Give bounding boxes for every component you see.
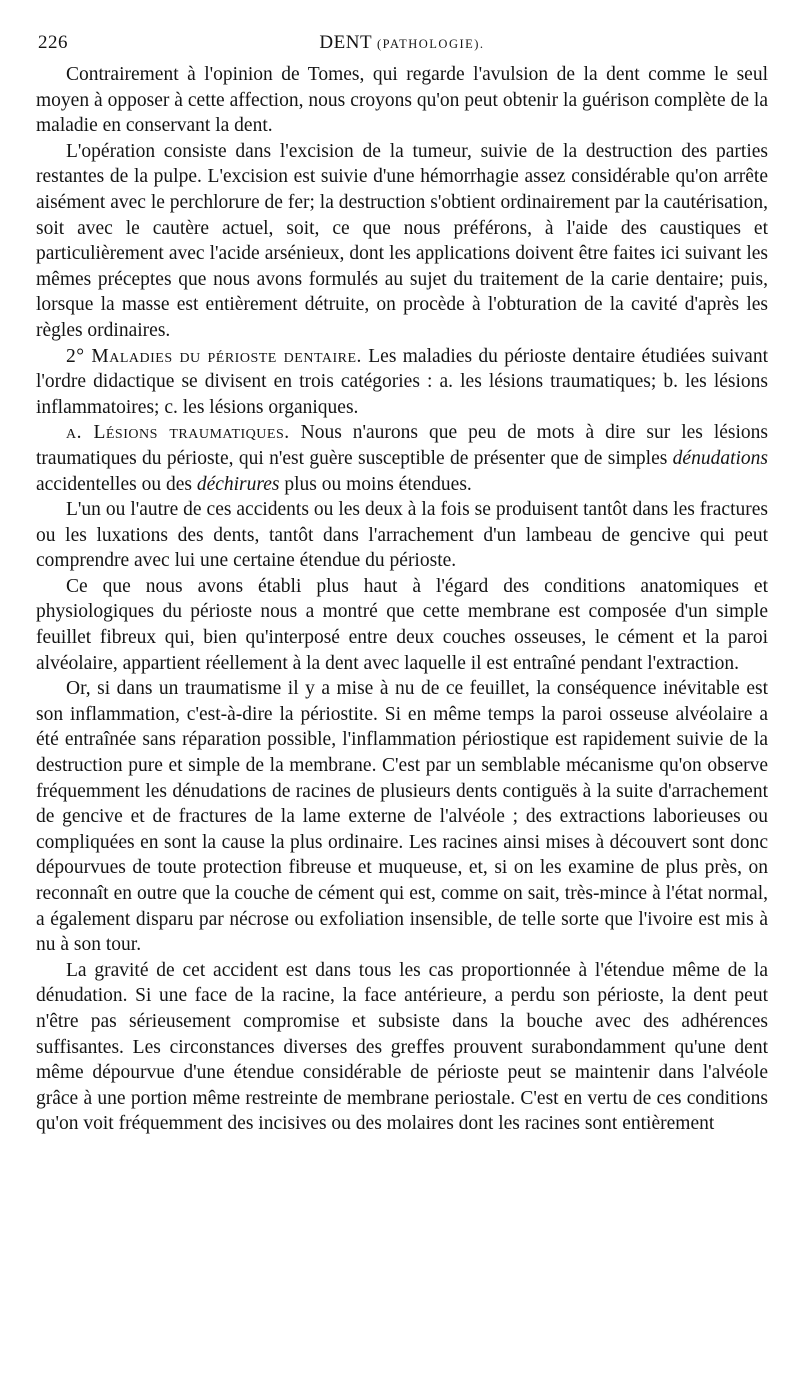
paragraph-8: La gravité de cet accident est dans tous les cas proportionnée à l'étendue même de la dénudation. Si une face de la racine, la face antérieure, a perdu son périoste, la dent peut n'être pas sérieusement compromise et subsiste dans la bouche avec des adhérences suffisantes. Les circonstances diverses des greffes prouvent surabondamment qu'une dent même dépourvue d'une étendue considérable de périoste peut se maintenir dans l'alvéole grâce à une portion même restreinte de membrane periostale. C'est en vertu de ces conditions qu'on voit fréquemment des incisives ou des molaires dont les racines sont entièrement (36, 959, 768, 1135)
running-title-subtitle: (PATHOLOGIE). (376, 37, 485, 51)
body-text (36, 62, 768, 1137)
paragraph-2: L'opération consiste dans l'excision de la tumeur, suivie de la destruction des parties restantes de la pulpe. L'excision est suivie d'une hémorrhagie assez considérable qu'on arrête aisément avec le perchlorure de fer; la destruction s'obtient ordinairement par la cautérisation, soit avec le cautère actuel, soit, ce que nous préférons, à l'aide des caustiques et particulièrement avec l'acide arsénieux, dont les applications doivent être faites ici suivant les mêmes préceptes que nous avons formulés au sujet du traitement de la carie dentaire; puis, lorsque la masse est entièrement détruite, on procède à l'obturation de la cavité d'après les règles ordinaires. (36, 140, 768, 341)
paragraph-4-text-a: Nous n'aurons que peu de mots à dire sur les lésions traumatiques du périoste, qui n'est guère susceptible de présenter que de simples (36, 422, 769, 469)
paragraph-4-text-b: accidentelles ou des (36, 473, 192, 495)
subsection-heading-traumatic: a. Lésions traumatiques. (66, 422, 290, 444)
running-head (36, 30, 768, 62)
paragraph-3-text: Les maladies du périoste dentaire étudiées suivant l'ordre didactique se divisent en trois catégories : a. les lésions traumatiques; b. les lésions inflammatoires; c. les lésions organiques. (36, 345, 768, 418)
italic-denudations: dénudations (672, 447, 769, 469)
page-number: 226 (38, 32, 68, 53)
section-heading-periosteum: 2° Maladies du périoste dentaire. (66, 345, 362, 367)
paragraph-3 (36, 344, 768, 421)
paragraph-4-text-c: plus ou moins étendues. (284, 473, 472, 495)
running-title (36, 30, 768, 58)
paragraph-5: L'un ou l'autre de ces accidents ou les deux à la fois se produisent tantôt dans les fractures ou les luxations des dents, tantôt dans l'arrachement d'un lambeau de gencive qui peut comprendre avec lui une certaine étendue du périoste. (36, 499, 768, 572)
italic-dechirures: déchirures (196, 473, 280, 495)
paragraph-1: Contrairement à l'opinion de Tomes, qui regarde l'avulsion de la dent comme le seul moyen à opposer à cette affection, nous croyons qu'on peut obtenir la guérison complète de la maladie en conservant la dent. (36, 64, 768, 137)
paragraph-4 (36, 420, 768, 497)
paragraph-7: Or, si dans un traumatisme il y a mise à nu de ce feuillet, la conséquence inévitable est son inflammation, c'est-à-dire la périostite. Si en même temps la paroi osseuse alvéolaire a été entraînée sans réparation possible, l'inflammation périostique est rapidement suivie de la destruction pure et simple de la membrane. C'est par un semblable mécanisme qu'on observe fréquemment les dénudations de racines de plusieurs dents contiguës à la suite d'arrachement de gencive et de fractures de la lame externe de l'alvéole ; des extractions laborieuses ou compliquées en sont la cause la plus ordinaire. Les racines ainsi mises à découvert sont donc dépourvues de toute protection fibreuse et muqueuse, et, si on les examine de plus près, on reconnaît en outre que la couche de cément qui est, comme on sait, très-mince à l'état normal, a également disparu par nécrose ou exfoliation insensible, de telle sorte que l'ivoire est mis à nu à son tour. (36, 678, 768, 956)
running-title-main: DENT (319, 32, 372, 53)
paragraph-6: Ce que nous avons établi plus haut à l'égard des conditions anatomiques et physiologiques du périoste nous a montré que cette membrane est composée d'un simple feuillet fibreux qui, bien qu'interposé entre deux couches osseuses, le cément et la paroi alvéolaire, appartient réellement à la dent avec laquelle il est entraîné pendant l'extraction. (36, 575, 768, 674)
